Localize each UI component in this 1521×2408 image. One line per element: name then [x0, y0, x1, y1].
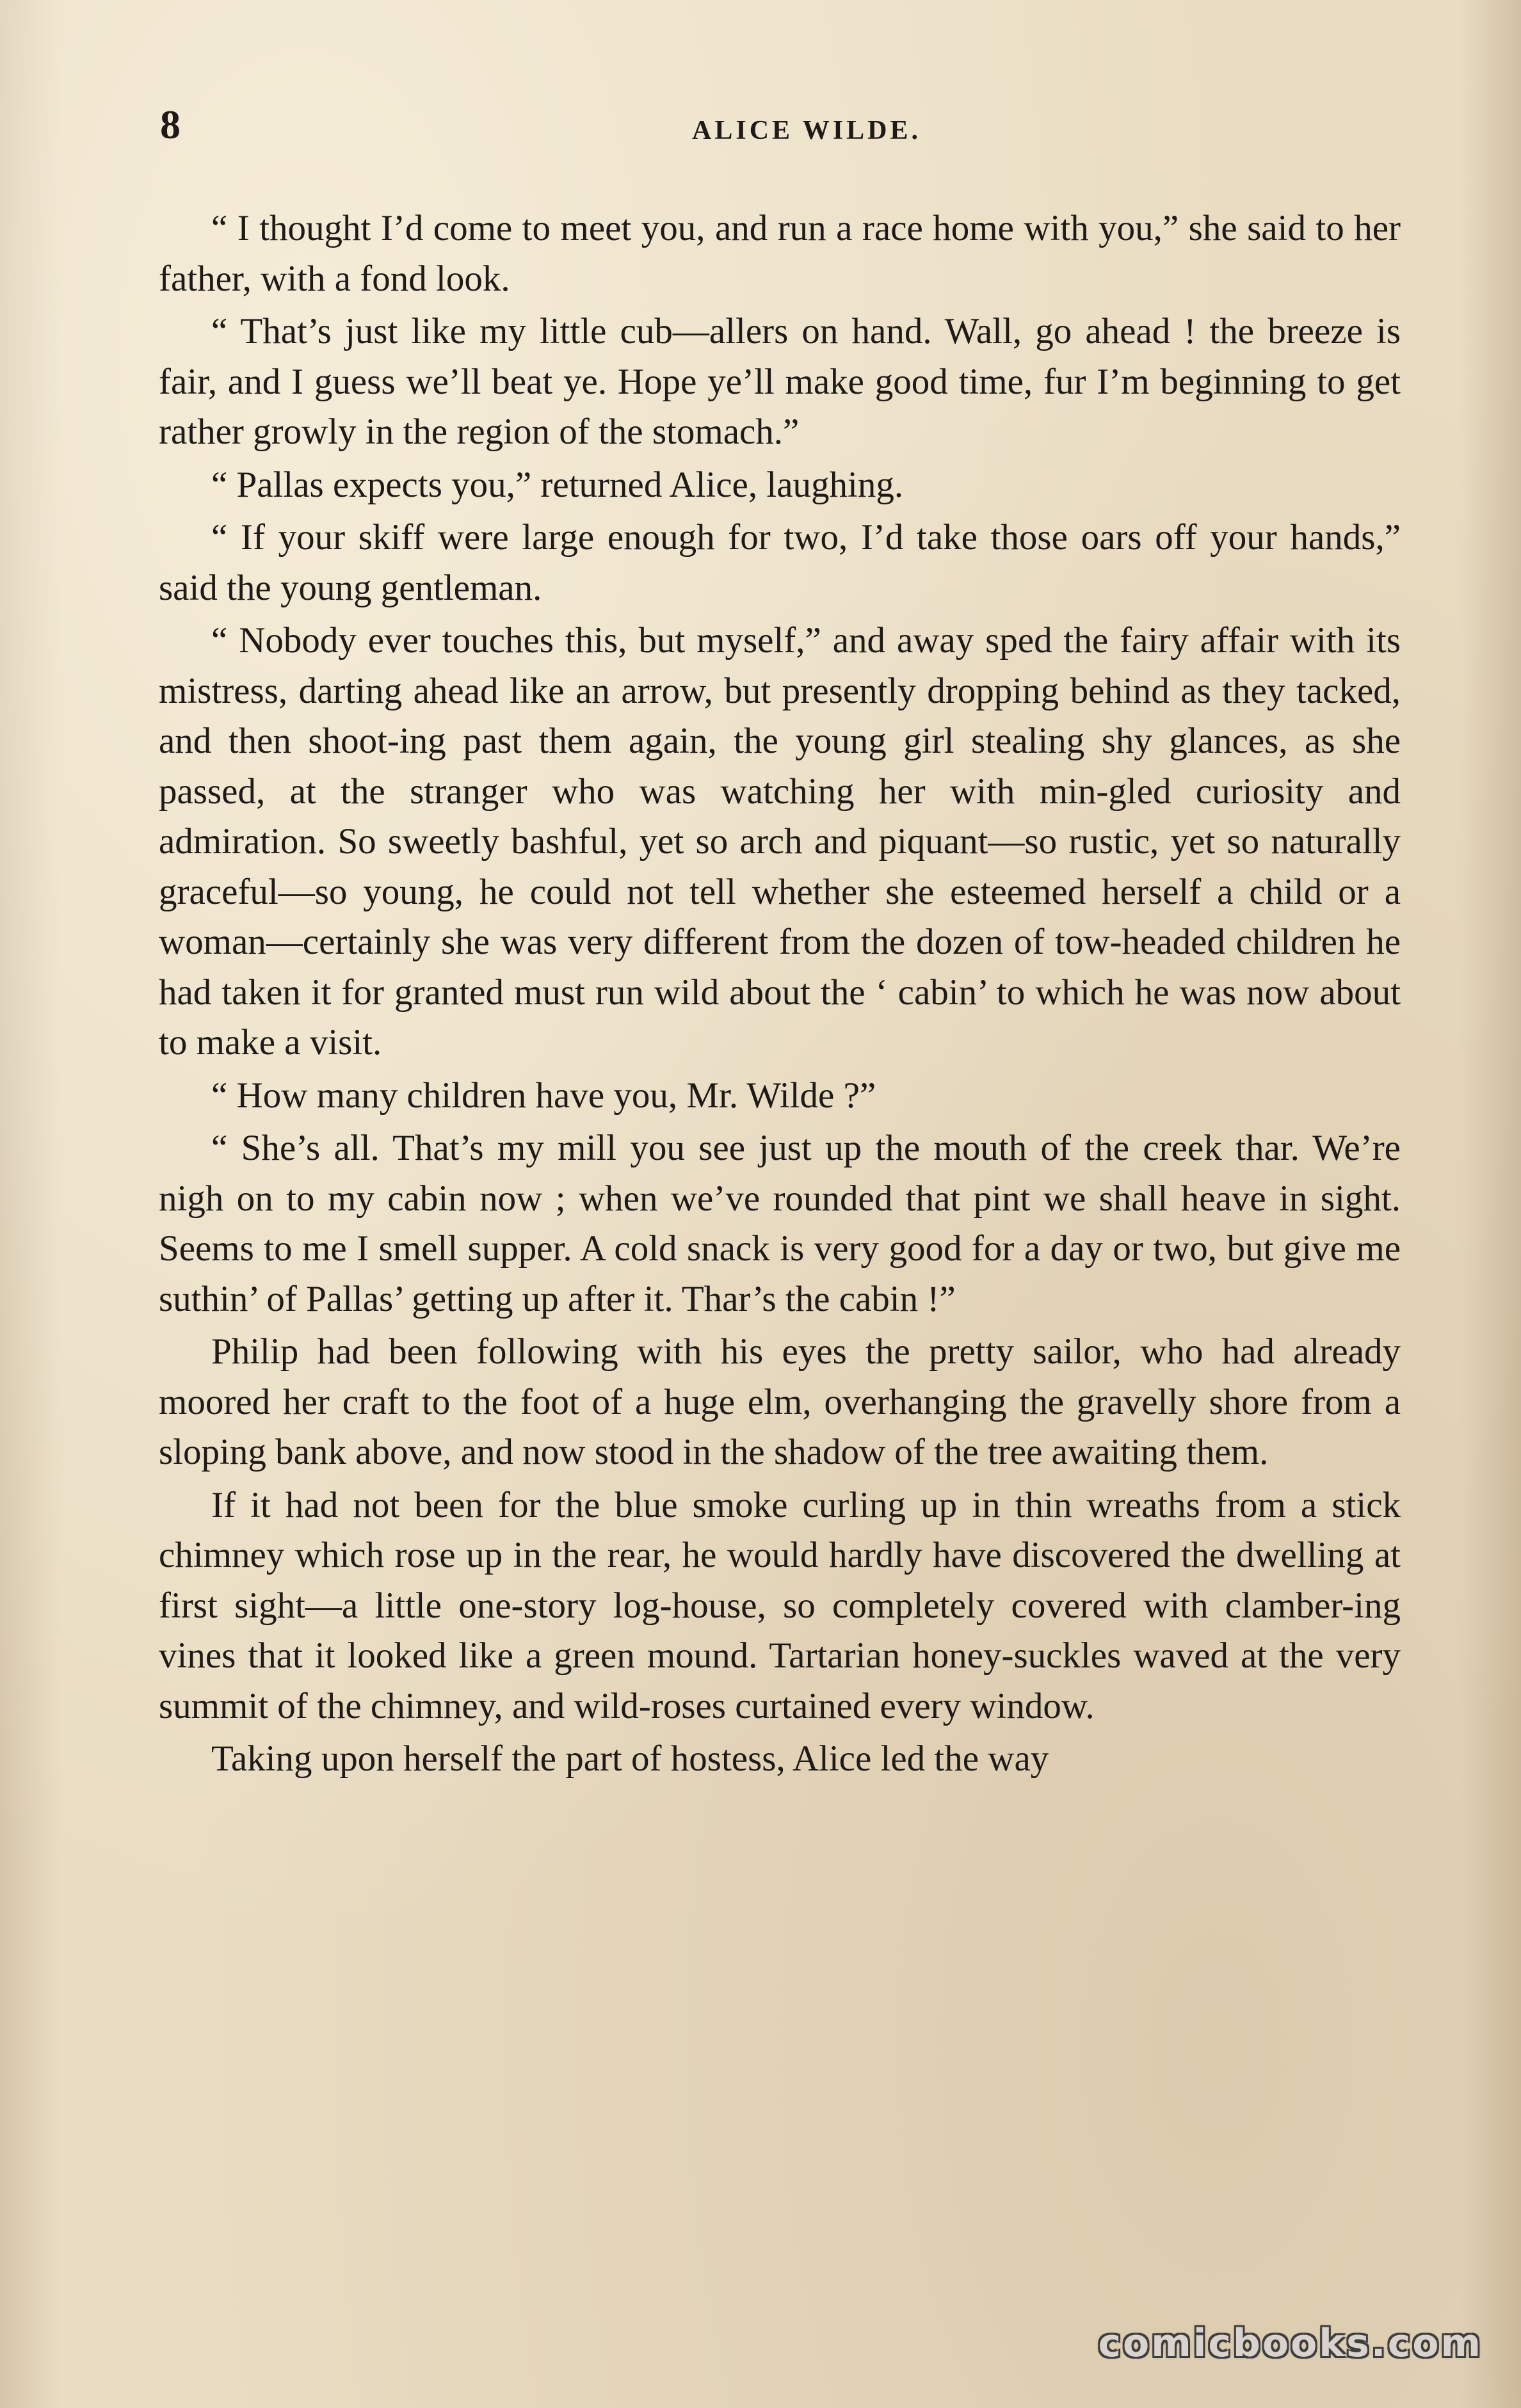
paragraph: “ I thought I’d come to meet you, and run a race home with you,” she said to her father, with a fond look.: [159, 208, 1401, 299]
running-title: ALICE WILDE.: [692, 116, 921, 145]
watermark: comicbooks.com: [1098, 2321, 1483, 2366]
paragraph: Taking upon herself the part of hostess, Alice led the way: [211, 1738, 1049, 1779]
running-head: [160, 101, 1402, 159]
page-number: 8: [160, 102, 181, 147]
paragraph: “ If your skiff were large enough for two, I’d take those oars off your hands,” said the young gentleman.: [159, 517, 1401, 608]
paragraph: If it had not been for the blue smoke curling up in thin wreaths from a stick chimney which rose up in the rear, he would hardly have discovered the dwelling at first sight—a little one-story log-house, so completely covered with clamber-ing vines that it looked like a green mound. Tartarian honey-suckles waved at the very summit of the chimney, and wild-roses curtained every window.: [159, 1484, 1401, 1726]
paragraph: “ How many children have you, Mr. Wilde ?”: [211, 1075, 876, 1116]
paragraph: Philip had been following with his eyes the pretty sailor, who had already moored her craft to the foot of a huge elm, overhanging the gravelly shore from a sloping bank above, and now stood in the shadow of the tree awaiting them.: [159, 1331, 1401, 1472]
paragraph: “ Pallas expects you,” returned Alice, laughing.: [211, 464, 904, 505]
paragraph: “ That’s just like my little cub—allers on hand. Wall, go ahead ! the breeze is fair, and I guess we’ll beat ye. Hope ye’ll make good time, fur I’m beginning to get rather growly in the region of the stomach.”: [159, 311, 1401, 452]
paragraph: “ She’s all. That’s my mill you see just up the mouth of the creek thar. We’re nigh on to my cabin now ; when we’ve rounded that pint we shall heave in sight. Seems to me I smell supper. A cold snack is very good for a day or two, but give me suthin’ of Pallas’ getting up after it. Thar’s the cabin !”: [159, 1128, 1401, 1319]
body-text: [159, 204, 1401, 1785]
paragraph: “ Nobody ever touches this, but myself,” and away sped the fairy affair with its mistress, darting ahead like an arrow, but presently dropping behind as they tacked, and then shoot-ing past them again, the young girl stealing shy glances, as she passed, at the stranger who was watching her with min-gled curiosity and admiration. So sweetly bashful, yet so arch and piquant—so rustic, yet so naturally graceful—so young, he could not tell whether she esteemed herself a child or a woman—certainly she was very different from the dozen of tow-headed children he had taken it for granted must run wild about the ‘ cabin’ to which he was now about to make a visit.: [159, 620, 1401, 1063]
